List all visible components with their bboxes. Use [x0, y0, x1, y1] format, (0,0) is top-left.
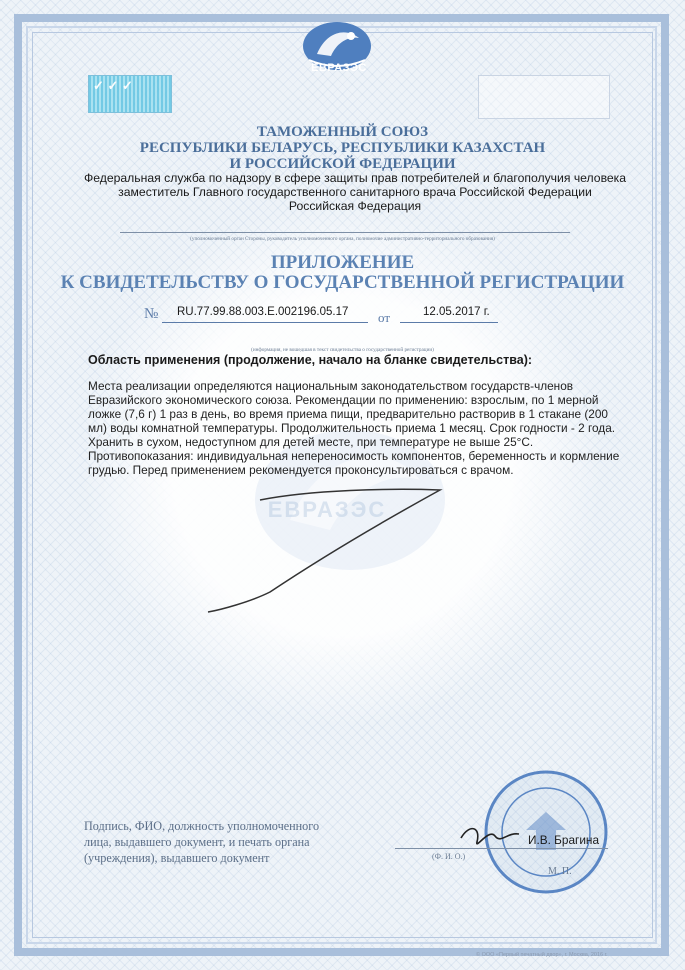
text-line: Места реализации определяются национальным законодательством государств-членов: [88, 379, 574, 393]
text-line: Хранить в сухом, недоступном для детей месте, при температуре не выше 25°С.: [88, 435, 534, 449]
union-line: И РОССИЙСКОЙ ФЕДЕРАЦИИ: [229, 156, 456, 172]
date-underline: [400, 322, 498, 323]
emblem-label: ЕВРАЗЭС: [311, 62, 367, 74]
text-line: Евразийского экономического союза. Рекомендации по применению: взрослым, по 1 мерной: [88, 393, 599, 407]
z-line-scribble-icon: [200, 462, 470, 622]
customs-union-heading: [0, 124, 685, 172]
section-heading: Область применения (продолжение, начало на бланке свидетельства):: [88, 353, 533, 367]
number-label: №: [144, 306, 159, 322]
union-line: ТАМОЖЕННЫЙ СОЮЗ: [256, 124, 429, 140]
watermark-label: ЕВРАЗЭС: [267, 497, 387, 522]
signature-label-line: (учреждения), выдавшего документ: [84, 851, 270, 865]
agency-underline: [120, 232, 570, 233]
handwritten-signature-icon: [455, 818, 525, 858]
agency-line: заместитель Главного государственного санитарного врача Российской Федерации: [118, 185, 592, 199]
signature-label: [84, 818, 319, 866]
info-caption: (информация, не вошедшая в текст свидетельства о государственной регистрации): [251, 347, 434, 353]
text-line: грудью. Перед применением рекомендуется проконсультироваться с врачом.: [88, 463, 514, 477]
certificate-date: 12.05.2017 г.: [423, 306, 490, 318]
appendix-title: ПРИЛОЖЕНИЕ: [270, 252, 415, 273]
agency-line: Российская Федерация: [288, 199, 422, 213]
union-line: РЕСПУБЛИКИ БЕЛАРУСЬ, РЕСПУБЛИКИ КАЗАХСТАН: [139, 140, 546, 156]
agency-line: Федеральная служба по надзору в сфере защиты прав потребителей и благополучия человека: [83, 171, 627, 185]
signer-name: И.В. Брагина: [528, 833, 600, 847]
signature-underline: [395, 848, 608, 849]
text-line: мл) воды комнатной температуры. Продолжительность приема 1 месяц. Срок годности - 2 года.: [88, 421, 616, 435]
signature-label-line: лица, выдавшего документ, и печать органа: [84, 835, 310, 849]
issuing-agency: [70, 171, 640, 213]
number-underline: [162, 322, 368, 323]
agency-caption: (уполномоченный орган Стороны, руководитель уполномоченного органа, полномочие административно-территориального образования): [190, 236, 495, 242]
text-line: ложке (7,6 г) 1 раз в день, во время приема пищи, предварительно растворив в 1 стакане (200: [88, 407, 608, 421]
date-label: от: [378, 310, 391, 325]
registration-box: [478, 75, 610, 119]
hologram-sticker: ✓ ✓ ✓: [88, 75, 172, 113]
fio-caption: (Ф. И. О.): [432, 852, 466, 861]
text-line: Противопоказания: индивидуальная непереносимость компонентов, беременность и кормление: [88, 449, 620, 463]
appendix-subtitle: К СВИДЕТЕЛЬСТВУ О ГОСУДАРСТВЕННОЙ РЕГИСТРАЦИИ: [60, 272, 625, 293]
printer-footer: © ООО «Первый печатный двор», г. Москва, 2016 г.: [476, 952, 608, 958]
signature-label-line: Подпись, ФИО, должность уполномоченного: [84, 819, 320, 833]
seal-place-label: М. П.: [548, 866, 572, 877]
certificate-number: RU.77.99.88.003.Е.002196.05.17: [177, 306, 349, 318]
